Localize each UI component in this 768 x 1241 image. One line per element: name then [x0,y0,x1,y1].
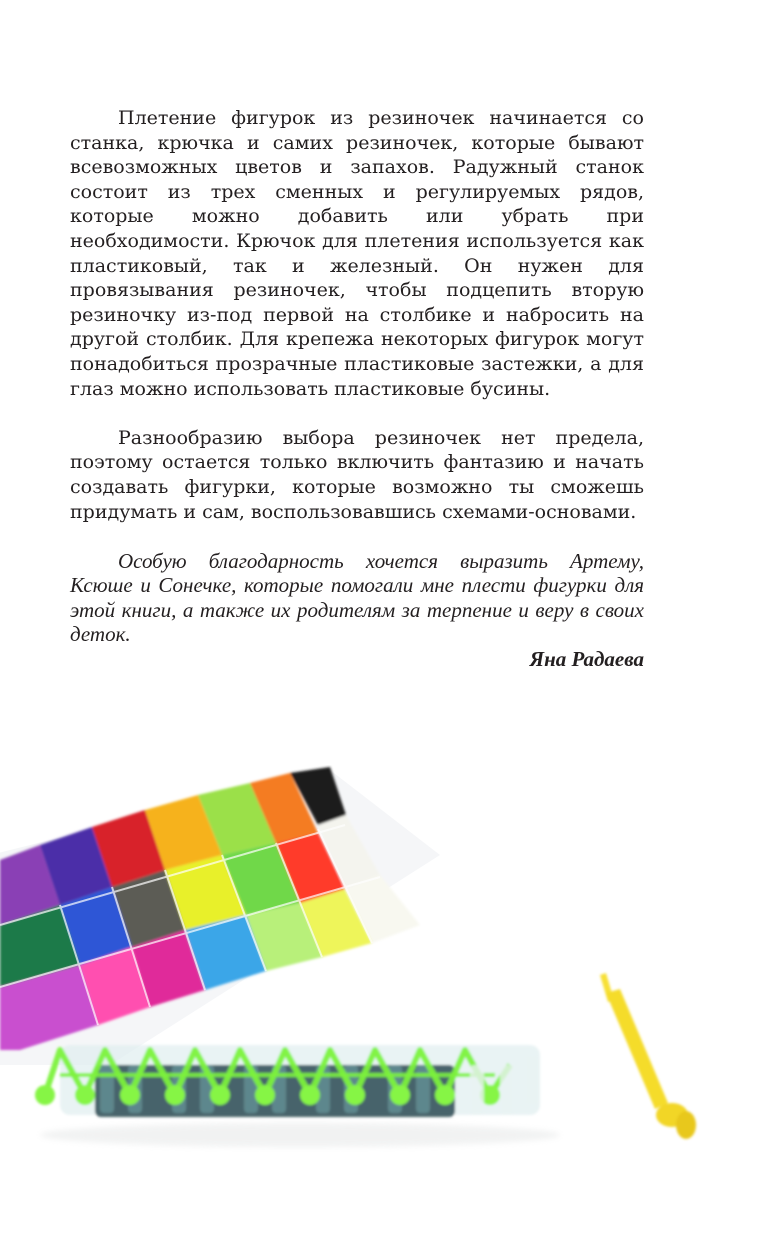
loom-bands-photo [0,765,768,1241]
author-signature: Яна Радаева [529,647,644,672]
paragraph-variety: Разнообразию выбора резиночек нет предела, поэтому остается только включить фантазию и начать создавать фигурки, которые возможно ты сможешь придумать и сам, воспользовавшись схемами-основами. [70,426,644,523]
rainbow-loom [35,1045,540,1117]
text-block [70,106,644,672]
paragraph-intro: Плетение фигурок из резиночек начинается со станка, крючка и самих резиночек, которые бывают всевозможных цветов и запахов. Радужный станок состоит из трех сменных и регулируемых рядов, которые можно добавить или убрать при необходимости. Крючок для плетения используется как пластиковый, так и железный. Он нужен для провязывания резиночек, чтобы подцепить вторую резиночку из-под первой на столбике и набросить на другой столбик. Для крепежа некоторых фигурок могут понадобиться прозрачные пластиковые застежки, а для глаз можно использовать пластиковые бусины. [70,107,644,400]
acknowledgement: Особую благодарность хочется выразить Артему, Ксюше и Сонечке, которые помогали мне плести фигурки для этой книги, а также их родителям за терпение и веру в своих деток. [70,548,644,647]
band-organizer-tray [0,767,440,1065]
crochet-hook [600,973,696,1139]
